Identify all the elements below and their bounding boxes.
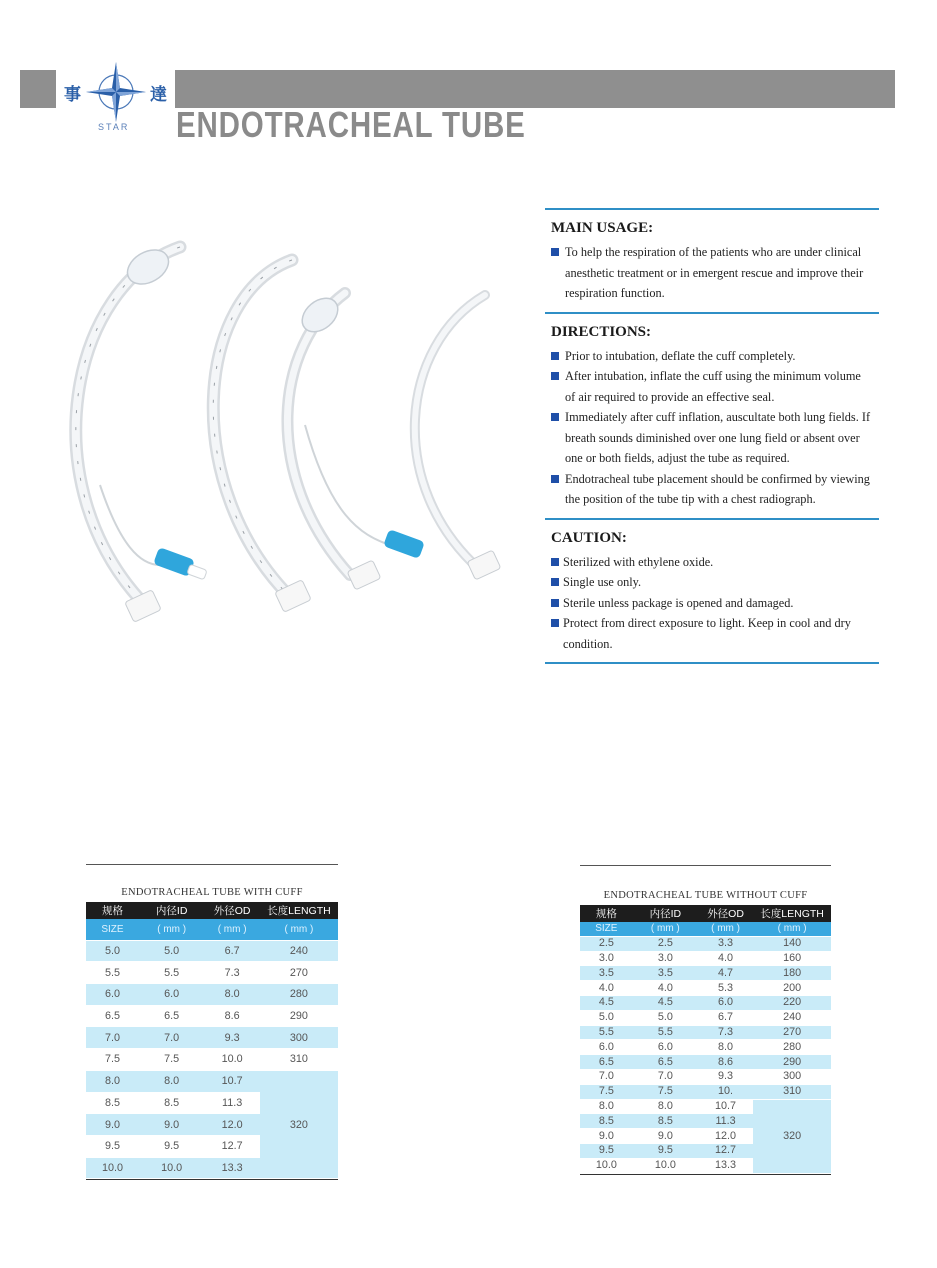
table-cell: 280 <box>260 984 338 1006</box>
bullet-square-icon <box>551 619 559 627</box>
divider <box>545 662 879 664</box>
list-item: Sterile unless package is opened and damaged. <box>551 593 873 614</box>
header-row <box>86 902 338 919</box>
size-table <box>86 902 338 1179</box>
table-cell: 300 <box>260 1027 338 1049</box>
column-header: 内径ID <box>139 902 205 919</box>
list-item: Single use only. <box>551 572 873 593</box>
table-cell: 12.7 <box>204 1135 259 1157</box>
table-cell: 7.0 <box>139 1027 205 1049</box>
table-cell: 3.5 <box>633 966 698 981</box>
table-cell: 10.0 <box>633 1158 698 1173</box>
table-cell: 10.7 <box>698 1099 753 1114</box>
table-row <box>86 940 338 962</box>
table-cell: 6.5 <box>86 1005 139 1027</box>
table-cell: 12.0 <box>204 1114 259 1136</box>
table-cell: 11.3 <box>698 1114 753 1129</box>
table-cell: 10. <box>698 1084 753 1099</box>
table-cell: 12.0 <box>698 1129 753 1144</box>
caution-section <box>545 520 879 663</box>
table-cell: 2.5 <box>633 936 698 951</box>
divider <box>86 864 338 865</box>
table-row <box>86 1070 338 1092</box>
table-cell: 6.0 <box>139 984 205 1006</box>
endotracheal-tube-cuffed-icon <box>287 291 424 590</box>
table-cell: 5.0 <box>139 940 205 962</box>
table-cell: 5.5 <box>86 962 139 984</box>
unit-row <box>86 919 338 940</box>
bullet-square-icon <box>551 352 559 360</box>
table-cell: 10.7 <box>204 1070 259 1092</box>
unit-row <box>580 922 831 936</box>
header-bar-left <box>20 70 56 108</box>
unit-cell: ( mm ) <box>260 919 338 940</box>
table-row <box>86 1005 338 1027</box>
unit-cell: SIZE <box>580 922 633 936</box>
table-with-cuff <box>86 864 338 1180</box>
table-cell: 7.3 <box>204 962 259 984</box>
table-cell: 7.5 <box>139 1049 205 1071</box>
unit-cell: ( mm ) <box>204 919 259 940</box>
table-cell: 8.5 <box>633 1114 698 1129</box>
table-row <box>580 1010 831 1025</box>
brand-name: STAR <box>98 122 130 132</box>
table-cell: 10.0 <box>204 1049 259 1071</box>
table-cell: 4.0 <box>580 981 633 996</box>
table-cell: 270 <box>260 962 338 984</box>
table-cell: 5.3 <box>698 981 753 996</box>
column-header: 长度LENGTH <box>753 905 831 922</box>
unit-cell: ( mm ) <box>753 922 831 936</box>
unit-cell: ( mm ) <box>139 919 205 940</box>
column-header: 长度LENGTH <box>260 902 338 919</box>
table-cell: 290 <box>260 1005 338 1027</box>
table-cell: 9.5 <box>86 1135 139 1157</box>
table-row <box>580 936 831 951</box>
table-cell: 240 <box>753 1010 831 1025</box>
table-cell: 7.5 <box>580 1084 633 1099</box>
table-row <box>580 1069 831 1084</box>
table-cell: 310 <box>753 1084 831 1099</box>
divider <box>580 865 831 866</box>
table-cell: 9.0 <box>580 1129 633 1144</box>
table-row <box>580 1099 831 1114</box>
table-cell: 200 <box>753 981 831 996</box>
table-cell: 13.3 <box>698 1158 753 1173</box>
table-cell: 3.0 <box>633 951 698 966</box>
table-cell: 12.7 <box>698 1143 753 1158</box>
table-cell: 6.5 <box>139 1005 205 1027</box>
column-header: 外径OD <box>698 905 753 922</box>
table-cell: 9.0 <box>633 1129 698 1144</box>
table-cell: 8.0 <box>204 984 259 1006</box>
table-cell: 5.5 <box>633 1025 698 1040</box>
endotracheal-tube-uncuffed-icon <box>213 260 311 612</box>
table-cell: 310 <box>260 1049 338 1071</box>
table-row <box>580 981 831 996</box>
table-cell: 6.5 <box>580 1055 633 1070</box>
table-cell: 7.3 <box>698 1025 753 1040</box>
table-without-cuff <box>580 865 831 1175</box>
table-cell: 4.5 <box>580 995 633 1010</box>
bullet-square-icon <box>551 475 559 483</box>
table-title: ENDOTRACHEAL TUBE WITHOUT CUFF <box>603 890 808 901</box>
table-cell: 9.0 <box>86 1114 139 1136</box>
list-item: Protect from direct exposure to light. Keep in cool and dry condition. <box>551 613 873 654</box>
table-cell: 10.0 <box>580 1158 633 1173</box>
unit-cell: ( mm ) <box>698 922 753 936</box>
table-row <box>86 1027 338 1049</box>
table-cell: 5.0 <box>86 940 139 962</box>
table-cell: 11.3 <box>204 1092 259 1114</box>
table-row <box>580 1025 831 1040</box>
bullet-square-icon <box>551 413 559 421</box>
table-cell: 180 <box>753 966 831 981</box>
table-cell: 13.3 <box>204 1157 259 1179</box>
table-cell: 6.5 <box>633 1055 698 1070</box>
main-usage-section <box>545 210 879 312</box>
table-row <box>86 1049 338 1071</box>
caution-heading: CAUTION: <box>551 529 627 546</box>
table-cell: 6.0 <box>86 984 139 1006</box>
table-cell: 8.0 <box>633 1099 698 1114</box>
table-cell: 9.5 <box>633 1143 698 1158</box>
table-cell: 8.6 <box>698 1055 753 1070</box>
bullet-square-icon <box>551 599 559 607</box>
header-bar-right <box>175 70 895 108</box>
table-cell: 9.0 <box>139 1114 205 1136</box>
table-cell: 270 <box>753 1025 831 1040</box>
brand-char-left: 事 <box>64 85 81 105</box>
table-cell: 300 <box>753 1069 831 1084</box>
table-cell: 8.0 <box>698 1040 753 1055</box>
brand-char-right: 達 <box>150 85 167 105</box>
unit-cell: ( mm ) <box>633 922 698 936</box>
directions-heading: DIRECTIONS: <box>551 323 652 340</box>
table-cell: 5.5 <box>139 962 205 984</box>
table-cell: 4.5 <box>633 995 698 1010</box>
table-cell: 6.0 <box>698 995 753 1010</box>
table-row <box>86 984 338 1006</box>
table-row <box>580 1040 831 1055</box>
merged-length-cell: 320 <box>260 1070 338 1178</box>
bullet-square-icon <box>551 558 559 566</box>
table-cell: 5.5 <box>580 1025 633 1040</box>
table-cell: 7.5 <box>633 1084 698 1099</box>
table-row <box>580 966 831 981</box>
table-cell: 6.0 <box>580 1040 633 1055</box>
endotracheal-tube-cuffed-icon <box>76 243 207 622</box>
table-cell: 280 <box>753 1040 831 1055</box>
table-cell: 220 <box>753 995 831 1010</box>
divider <box>86 1179 338 1180</box>
column-header: 规格 <box>86 902 139 919</box>
table-cell: 9.5 <box>580 1143 633 1158</box>
list-item: After intubation, inflate the cuff using the minimum volume of air required to provide an effective seal. <box>551 366 873 407</box>
table-cell: 3.5 <box>580 966 633 981</box>
merged-length-cell: 320 <box>753 1099 831 1173</box>
table-cell: 8.5 <box>580 1114 633 1129</box>
table-cell: 6.0 <box>633 1040 698 1055</box>
table-cell: 7.0 <box>86 1027 139 1049</box>
table-row <box>86 962 338 984</box>
table-cell: 10.0 <box>86 1157 139 1179</box>
directions-section <box>545 314 879 518</box>
table-body <box>580 922 831 1173</box>
list-item: Sterilized with ethylene oxide. <box>551 552 873 573</box>
table-cell: 8.0 <box>580 1099 633 1114</box>
table-cell: 160 <box>753 951 831 966</box>
table-cell: 5.0 <box>580 1010 633 1025</box>
endotracheal-tube-uncuffed-icon <box>415 295 501 580</box>
header-row <box>580 905 831 922</box>
tube-illustration <box>30 225 530 645</box>
column-header: 外径OD <box>204 902 259 919</box>
size-table <box>580 905 831 1174</box>
table-cell: 7.0 <box>580 1069 633 1084</box>
table-cell: 2.5 <box>580 936 633 951</box>
table-cell: 8.5 <box>139 1092 205 1114</box>
table-cell: 240 <box>260 940 338 962</box>
main-usage-heading: MAIN USAGE: <box>551 220 654 236</box>
table-title: ENDOTRACHEAL TUBE WITH CUFF <box>121 887 303 898</box>
table-cell: 9.3 <box>698 1069 753 1084</box>
table-cell: 5.0 <box>633 1010 698 1025</box>
unit-cell: SIZE <box>86 919 139 940</box>
table-cell: 3.0 <box>580 951 633 966</box>
table-cell: 3.3 <box>698 936 753 951</box>
table-cell: 9.5 <box>139 1135 205 1157</box>
column-header: 内径ID <box>633 905 698 922</box>
list-item: Endotracheal tube placement should be confirmed by viewing the position of the tube tip with a chest radiograph. <box>551 469 873 510</box>
table-row <box>580 1084 831 1099</box>
table-cell: 4.7 <box>698 966 753 981</box>
page-title: ENDOTRACHEAL TUBE <box>176 104 526 145</box>
table-cell: 7.5 <box>86 1049 139 1071</box>
table-row <box>580 1055 831 1070</box>
list-item: To help the respiration of the patients who are under clinical anesthetic treatment or in emergent rescue and improve their respiration function. <box>551 242 873 304</box>
star-logo <box>58 58 176 138</box>
table-cell: 8.6 <box>204 1005 259 1027</box>
bullet-square-icon <box>551 578 559 586</box>
list-item: Immediately after cuff inflation, auscultate both lung fields. If breath sounds diminished over one lung field or absent over one or both fields, adjust the tube as required. <box>551 407 873 469</box>
list-item: Prior to intubation, deflate the cuff completely. <box>551 346 873 367</box>
table-cell: 10.0 <box>139 1157 205 1179</box>
table-cell: 4.0 <box>698 951 753 966</box>
table-body <box>86 919 338 1179</box>
info-panel <box>545 208 879 664</box>
table-cell: 140 <box>753 936 831 951</box>
table-cell: 6.7 <box>204 940 259 962</box>
compass-star-icon <box>84 60 148 124</box>
bullet-square-icon <box>551 372 559 380</box>
table-cell: 7.0 <box>633 1069 698 1084</box>
bullet-square-icon <box>551 248 559 256</box>
table-row <box>580 995 831 1010</box>
column-header: 规格 <box>580 905 633 922</box>
table-cell: 6.7 <box>698 1010 753 1025</box>
table-cell: 290 <box>753 1055 831 1070</box>
table-cell: 8.0 <box>139 1070 205 1092</box>
table-row <box>580 951 831 966</box>
divider <box>580 1174 831 1175</box>
table-cell: 8.5 <box>86 1092 139 1114</box>
table-cell: 9.3 <box>204 1027 259 1049</box>
table-cell: 8.0 <box>86 1070 139 1092</box>
table-cell: 4.0 <box>633 981 698 996</box>
